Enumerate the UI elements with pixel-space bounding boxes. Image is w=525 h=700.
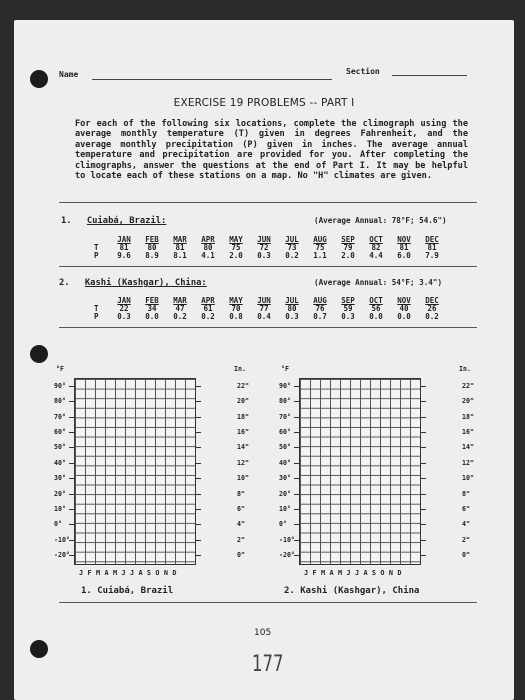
- precip-tick-label: 20": [237, 397, 249, 406]
- instructions-paragraph: For each of the following six locations, complete the climograph using the average monthly temperature (T) given in degrees Fahrenheit, and the average monthly precipitation (P) given in inches. The average annual temperature and precipitation are provided for you. After completing the climographs, answer the questions at the end of Part I. It may be helpful to locate each of these stations on a map. No "H" climates are given.: [75, 119, 468, 182]
- temp-cell: 81: [399, 243, 409, 252]
- tick-mark: [294, 494, 299, 495]
- tick-mark: [294, 540, 299, 541]
- tick-mark: [196, 417, 201, 418]
- precip-tick-label: 8": [237, 489, 245, 498]
- temp-cell: 80: [203, 243, 213, 252]
- station-1-number: 1.: [61, 216, 72, 226]
- tick-mark: [421, 478, 426, 479]
- precip-tick-label: 12": [462, 458, 474, 467]
- temp-tick-label: 50°: [279, 443, 291, 452]
- handwritten-number: 177: [252, 652, 284, 677]
- month-cell: MAR: [173, 235, 187, 244]
- precip-cell: 0.3: [285, 312, 299, 321]
- tick-mark: [69, 540, 74, 541]
- station-1-climate-table: [94, 236, 446, 260]
- station-1-heading: [61, 216, 166, 226]
- tick-mark: [69, 524, 74, 525]
- climograph-1-caption: 1. Cuiabá, Brazil: [81, 586, 174, 596]
- climograph-2-caption: 2. Kashi (Kashgar), China: [284, 586, 420, 596]
- tick-mark: [196, 509, 201, 510]
- tick-mark: [294, 401, 299, 402]
- precip-tick-label: 16": [462, 427, 474, 436]
- tick-mark: [421, 432, 426, 433]
- temp-tick-label: 30°: [279, 474, 291, 483]
- station-2-number: 2.: [59, 278, 70, 288]
- tick-mark: [421, 386, 426, 387]
- precip-cell: 0.3: [341, 312, 355, 321]
- page-title: EXERCISE 19 PROBLEMS -- PART I: [173, 97, 355, 109]
- climograph-2: [259, 365, 499, 585]
- tick-mark: [196, 524, 201, 525]
- station-2-heading: [59, 278, 207, 288]
- tick-mark: [294, 463, 299, 464]
- month-cell: MAY: [229, 235, 243, 244]
- tick-mark: [69, 494, 74, 495]
- tick-mark: [69, 478, 74, 479]
- precip-tick-label: 10": [462, 474, 474, 483]
- precip-cell: 0.0: [397, 312, 411, 321]
- precip-tick-label: 22": [462, 381, 474, 390]
- temp-tick-label: 90°: [54, 381, 66, 390]
- tick-mark: [69, 463, 74, 464]
- temp-tick-label: 80°: [54, 397, 66, 406]
- precip-tick-label: 14": [462, 443, 474, 452]
- month-cell: NOV: [397, 296, 411, 305]
- precip-tick-label: 6": [462, 505, 470, 514]
- row-label: P: [94, 251, 99, 260]
- divider: [59, 266, 477, 267]
- temp-tick-label: 0°: [54, 520, 62, 529]
- precip-tick-label: 4": [237, 520, 245, 529]
- temp-tick-label: 60°: [279, 427, 291, 436]
- precip-cell: 0.2: [173, 312, 187, 321]
- precip-cell: 1.1: [313, 251, 327, 260]
- divider: [59, 202, 477, 203]
- tick-mark: [294, 432, 299, 433]
- precip-unit-label: In.: [234, 365, 246, 373]
- month-cell: DEC: [425, 235, 439, 244]
- month-cell: MAY: [229, 296, 243, 305]
- precipitation-row: [94, 252, 446, 260]
- precip-cell: 8.9: [145, 251, 159, 260]
- worksheet-page: [14, 20, 514, 700]
- tick-mark: [69, 432, 74, 433]
- tick-mark: [421, 447, 426, 448]
- climograph-grid[interactable]: [74, 378, 196, 565]
- tick-mark: [421, 417, 426, 418]
- month-cell: AUG: [313, 296, 327, 305]
- station-2-annual: (Average Annual: 54°F; 3.4"): [314, 278, 443, 287]
- month-cell: JAN: [117, 296, 131, 305]
- temp-cell: 77: [259, 304, 269, 313]
- temp-cell: 75: [231, 243, 241, 252]
- precip-unit-label: In.: [459, 365, 471, 373]
- precip-tick-label: 10": [237, 474, 249, 483]
- temp-cell: 75: [315, 243, 325, 252]
- temp-cell: 59: [343, 304, 353, 313]
- precip-tick-label: 0": [462, 551, 470, 560]
- tick-mark: [196, 463, 201, 464]
- temp-tick-label: 50°: [54, 443, 66, 452]
- name-line: [92, 79, 332, 80]
- month-cell: AUG: [313, 235, 327, 244]
- temp-tick-label: 20°: [279, 489, 291, 498]
- binder-hole: [30, 345, 48, 363]
- temp-tick-label: 40°: [279, 458, 291, 467]
- temp-tick-label: 10°: [279, 505, 291, 514]
- month-cell: JUN: [257, 296, 271, 305]
- station-2-climate-table: [94, 297, 446, 321]
- precip-tick-label: 4": [462, 520, 470, 529]
- temp-cell: 34: [147, 304, 157, 313]
- temp-cell: 81: [119, 243, 129, 252]
- precip-cell: 4.4: [369, 251, 383, 260]
- temp-cell: 70: [231, 304, 241, 313]
- tick-mark: [294, 524, 299, 525]
- month-cell: JUL: [285, 296, 299, 305]
- temp-tick-label: 60°: [54, 427, 66, 436]
- month-cell: NOV: [397, 235, 411, 244]
- temp-cell: 26: [427, 304, 437, 313]
- tick-mark: [421, 494, 426, 495]
- tick-mark: [294, 555, 299, 556]
- temp-cell: 76: [315, 304, 325, 313]
- station-1-annual: (Average Annual: 78°F; 54.6"): [314, 216, 447, 225]
- climograph-1: [34, 365, 274, 585]
- precip-tick-label: 8": [462, 489, 470, 498]
- temp-unit-label: °F: [56, 365, 64, 373]
- precipitation-row: [94, 313, 446, 321]
- precip-cell: 0.7: [313, 312, 327, 321]
- tick-mark: [421, 540, 426, 541]
- temp-tick-label: 70°: [54, 412, 66, 421]
- name-label: Name: [59, 70, 79, 79]
- precip-cell: 8.1: [173, 251, 187, 260]
- month-cell: DEC: [425, 296, 439, 305]
- temp-tick-label: -20°: [54, 551, 70, 560]
- precip-cell: 6.0: [397, 251, 411, 260]
- temp-tick-label: 90°: [279, 381, 291, 390]
- precip-cell: 0.0: [145, 312, 159, 321]
- precip-tick-label: 2": [237, 535, 245, 544]
- temp-cell: 80: [147, 243, 157, 252]
- month-cell: MAR: [173, 296, 187, 305]
- temp-cell: 47: [175, 304, 185, 313]
- month-cell: OCT: [369, 235, 383, 244]
- divider: [59, 602, 477, 603]
- temp-tick-label: 0°: [279, 520, 287, 529]
- binder-hole: [30, 70, 48, 88]
- tick-mark: [196, 478, 201, 479]
- month-cell: JUN: [257, 235, 271, 244]
- month-cell: JUL: [285, 235, 299, 244]
- precip-cell: 4.1: [201, 251, 215, 260]
- tick-mark: [69, 401, 74, 402]
- tick-mark: [196, 447, 201, 448]
- precip-tick-label: 18": [462, 412, 474, 421]
- tick-mark: [294, 509, 299, 510]
- tick-mark: [421, 509, 426, 510]
- temp-tick-label: 70°: [279, 412, 291, 421]
- station-2-name: Kashi (Kashgar), China:: [84, 278, 207, 288]
- temp-cell: 80: [287, 304, 297, 313]
- month-cell: SEP: [341, 235, 355, 244]
- precip-cell: 0.8: [229, 312, 243, 321]
- section-line: [392, 75, 467, 76]
- precip-cell: 0.2: [201, 312, 215, 321]
- section-label: Section: [346, 67, 380, 76]
- tick-mark: [421, 401, 426, 402]
- temp-cell: 61: [203, 304, 213, 313]
- tick-mark: [421, 463, 426, 464]
- row-label: T: [94, 243, 99, 252]
- month-initials: JFMAMJJASOND: [304, 569, 406, 577]
- temp-tick-label: 10°: [54, 505, 66, 514]
- precip-cell: 0.0: [369, 312, 383, 321]
- temp-tick-label: -20°: [279, 551, 295, 560]
- binder-hole: [30, 640, 48, 658]
- precip-tick-label: 12": [237, 458, 249, 467]
- precip-tick-label: 18": [237, 412, 249, 421]
- tick-mark: [196, 432, 201, 433]
- precip-cell: 7.9: [425, 251, 439, 260]
- temp-cell: 81: [427, 243, 437, 252]
- temp-tick-label: 30°: [54, 474, 66, 483]
- climograph-grid[interactable]: [299, 378, 421, 565]
- tick-mark: [69, 509, 74, 510]
- month-cell: SEP: [341, 296, 355, 305]
- temp-cell: 40: [399, 304, 409, 313]
- precip-cell: 2.0: [341, 251, 355, 260]
- temp-unit-label: °F: [281, 365, 289, 373]
- tick-mark: [294, 447, 299, 448]
- precip-tick-label: 2": [462, 535, 470, 544]
- temp-cell: 73: [287, 243, 297, 252]
- temp-cell: 72: [259, 243, 269, 252]
- tick-mark: [294, 386, 299, 387]
- tick-mark: [69, 417, 74, 418]
- precip-cell: 0.2: [425, 312, 439, 321]
- tick-mark: [69, 447, 74, 448]
- precip-cell: 0.4: [257, 312, 271, 321]
- tick-mark: [196, 555, 201, 556]
- divider: [59, 327, 477, 328]
- tick-mark: [69, 555, 74, 556]
- temp-tick-label: 20°: [54, 489, 66, 498]
- tick-mark: [196, 386, 201, 387]
- row-label: P: [94, 312, 99, 321]
- month-cell: OCT: [369, 296, 383, 305]
- temp-cell: 56: [371, 304, 381, 313]
- month-initials: JFMAMJJASOND: [79, 569, 181, 577]
- precip-tick-label: 20": [462, 397, 474, 406]
- month-cell: FEB: [145, 235, 159, 244]
- station-1-name: Cuiabá, Brazil:: [86, 216, 167, 226]
- precip-tick-label: 16": [237, 427, 249, 436]
- month-cell: APR: [201, 235, 215, 244]
- precip-cell: 2.0: [229, 251, 243, 260]
- temp-tick-label: -10°: [279, 535, 295, 544]
- tick-mark: [294, 478, 299, 479]
- tick-mark: [196, 540, 201, 541]
- tick-mark: [421, 555, 426, 556]
- row-label: T: [94, 304, 99, 313]
- temp-tick-label: -10°: [54, 535, 70, 544]
- temp-tick-label: 80°: [279, 397, 291, 406]
- temp-cell: 79: [343, 243, 353, 252]
- temp-cell: 22: [119, 304, 129, 313]
- month-cell: APR: [201, 296, 215, 305]
- tick-mark: [421, 524, 426, 525]
- tick-mark: [69, 386, 74, 387]
- precip-cell: 0.3: [117, 312, 131, 321]
- temp-cell: 81: [175, 243, 185, 252]
- tick-mark: [196, 401, 201, 402]
- temp-tick-label: 40°: [54, 458, 66, 467]
- tick-mark: [196, 494, 201, 495]
- precip-cell: 0.3: [257, 251, 271, 260]
- precip-tick-label: 22": [237, 381, 249, 390]
- tick-mark: [294, 417, 299, 418]
- month-cell: FEB: [145, 296, 159, 305]
- precip-tick-label: 14": [237, 443, 249, 452]
- precip-tick-label: 6": [237, 505, 245, 514]
- temp-cell: 82: [371, 243, 381, 252]
- page-number: 105: [254, 628, 272, 638]
- precip-tick-label: 0": [237, 551, 245, 560]
- month-cell: JAN: [117, 235, 131, 244]
- precip-cell: 0.2: [285, 251, 299, 260]
- precip-cell: 9.6: [117, 251, 131, 260]
